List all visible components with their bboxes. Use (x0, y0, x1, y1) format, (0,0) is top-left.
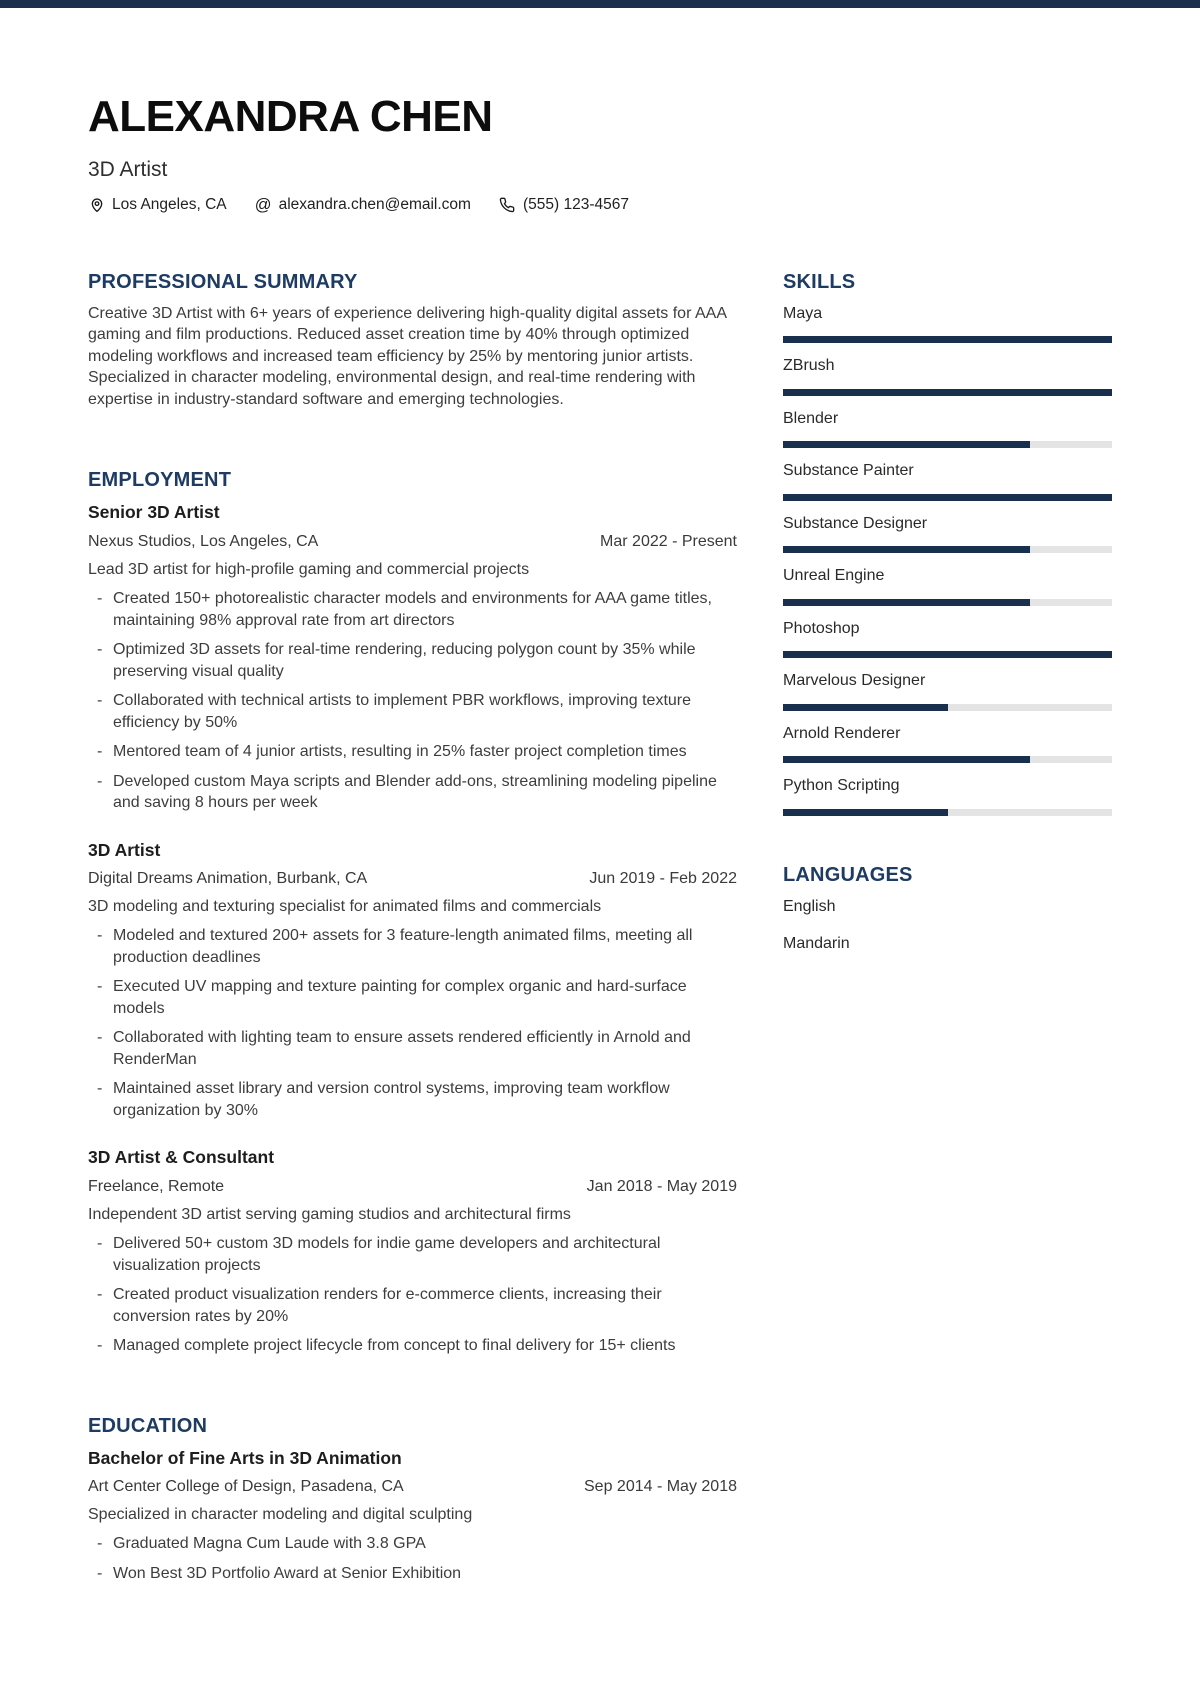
location-icon (88, 196, 105, 213)
skill-name: Python Scripting (783, 777, 900, 795)
education-bullet: - Graduated Magna Cum Laude with 3.8 GPA (88, 1533, 737, 1555)
skill-name: Photoshop (783, 619, 860, 637)
skill-bar-track (783, 599, 1112, 606)
skill-name: Unreal Engine (783, 567, 885, 585)
section-skills (783, 269, 1112, 816)
company-name: Nexus Studios, Los Angeles, CA (88, 533, 319, 551)
education-description: Specialized in character modeling and digital sculpting (88, 1505, 473, 1523)
company-row (88, 868, 737, 890)
skill-bar-fill (783, 599, 1030, 606)
skill-item (783, 355, 1112, 396)
main-column (88, 214, 737, 1593)
resume-header (88, 8, 1112, 214)
job-description: 3D modeling and texturing specialist for animated films and commercials (88, 897, 602, 915)
top-accent-bar (0, 0, 1200, 8)
education-entry (88, 1447, 737, 1585)
skill-bar-track (783, 441, 1112, 448)
name-heading: ALEXANDRA CHEN (88, 92, 493, 141)
company-name: Digital Dreams Animation, Burbank, CA (88, 870, 368, 888)
job-bullet: - Collaborated with technical artists to implement PBR workflows, improving texture efficiency by 50% (88, 690, 737, 733)
skill-name: Substance Painter (783, 462, 914, 480)
school-name: Art Center College of Design, Pasadena, CA (88, 1478, 404, 1496)
education-bullet: - Won Best 3D Portfolio Award at Senior Exhibition (88, 1563, 737, 1585)
job-bullet: - Developed custom Maya scripts and Blender add-ons, streamlining modeling pipeline and saving 8 hours per week (88, 771, 737, 814)
job-title: 3D Artist & Consultant (88, 1147, 275, 1168)
contact-item-phone (499, 196, 629, 214)
skill-bar-track (783, 389, 1112, 396)
job-bullet-list (88, 1233, 737, 1357)
education-heading: EDUCATION (88, 1414, 208, 1437)
section-languages (783, 862, 1112, 955)
skill-name: Blender (783, 409, 839, 427)
skill-bar-track (783, 546, 1112, 553)
job-bullet: - Created product visualization renders for e-commerce clients, increasing their conversion rates by 20% (88, 1284, 737, 1327)
skill-name: Maya (783, 304, 823, 322)
skill-item (783, 460, 1112, 501)
job-bullet-list (88, 925, 737, 1121)
skill-name: Substance Designer (783, 514, 928, 532)
job-dates: Mar 2022 - Present (600, 533, 737, 551)
summary-paragraph: Creative 3D Artist with 6+ years of experience delivering high-quality digital assets for AAA gaming and film productions. Reduced asset creation time by 40% through optimized modeling workflows and increased team efficiency by 25% by mentoring junior artists. Specialized in character modeling, environmental design, and real-time rendering with expertise in industry-standard software and emerging technologies. (88, 304, 727, 408)
skill-item (783, 408, 1112, 449)
job-title: Senior 3D Artist (88, 502, 220, 523)
skill-item (783, 303, 1112, 344)
skill-bar-fill (783, 389, 1112, 396)
skill-item (783, 723, 1112, 764)
sidebar-column (783, 214, 1112, 971)
job-dates: Jan 2018 - May 2019 (586, 1178, 737, 1196)
skill-item (783, 565, 1112, 606)
contact-email-text: alexandra.chen@email.com (278, 195, 471, 213)
language-item: Mandarin (783, 935, 850, 953)
job-bullet: - Modeled and textured 200+ assets for 3 feature-length animated films, meeting all production deadlines (88, 925, 737, 968)
job-entry (88, 839, 737, 1122)
degree-title: Bachelor of Fine Arts in 3D Animation (88, 1447, 402, 1468)
skill-bar-fill (783, 651, 1112, 658)
job-description: Independent 3D artist serving gaming studios and architectural firms (88, 1205, 571, 1223)
job-dates: Jun 2019 - Feb 2022 (589, 870, 737, 888)
job-entry (88, 501, 737, 813)
job-bullet: - Maintained asset library and version control systems, improving team workflow organization by 30% (88, 1078, 737, 1121)
job-bullet: - Executed UV mapping and texture painting for complex organic and hard-surface models (88, 976, 737, 1019)
skill-bar-fill (783, 441, 1030, 448)
job-bullet-list (88, 588, 737, 814)
section-professional-summary (88, 269, 737, 411)
job-bullet: - Optimized 3D assets for real-time rendering, reducing polygon count by 35% while preserving visual quality (88, 639, 737, 682)
language-item: English (783, 897, 836, 915)
skill-bar-fill (783, 704, 948, 711)
company-row (88, 531, 737, 553)
section-education (88, 1413, 737, 1585)
skill-bar-track (783, 336, 1112, 343)
skill-item (783, 775, 1112, 816)
contact-row (88, 196, 1112, 214)
contact-phone-text: (555) 123-4567 (522, 195, 629, 213)
skill-bar-track (783, 809, 1112, 816)
skill-bar-fill (783, 756, 1030, 763)
skill-bar-track (783, 704, 1112, 711)
languages-heading: LANGUAGES (783, 863, 913, 886)
company-name: Freelance, Remote (88, 1178, 225, 1196)
skill-name: Marvelous Designer (783, 672, 926, 690)
skill-bar-track (783, 756, 1112, 763)
skill-bar-fill (783, 546, 1030, 553)
skills-heading: SKILLS (783, 270, 856, 293)
education-dates: Sep 2014 - May 2018 (584, 1478, 737, 1496)
job-title: 3D Artist (88, 839, 161, 860)
section-employment (88, 467, 737, 1356)
job-bullet: - Delivered 50+ custom 3D models for indie game developers and architectural visualization projects (88, 1233, 737, 1276)
job-entry (88, 1146, 737, 1356)
header-job-title: 3D Artist (88, 157, 168, 181)
skill-bar-track (783, 494, 1112, 501)
two-column-layout (88, 214, 1112, 1593)
skill-bar-fill (783, 494, 1112, 501)
job-bullet: - Created 150+ photorealistic character models and environments for AAA game titles, maintaining 98% approval rate from art directors (88, 588, 737, 631)
contact-item-email (255, 196, 471, 214)
job-bullet: - Collaborated with lighting team to ensure assets rendered efficiently in Arnold and RenderMan (88, 1027, 737, 1070)
skill-bar-fill (783, 809, 948, 816)
phone-icon (499, 196, 516, 213)
skill-item (783, 513, 1112, 554)
email-icon (255, 196, 272, 213)
job-bullet: - Mentored team of 4 junior artists, resulting in 25% faster project completion times (88, 741, 737, 763)
company-row (88, 1176, 737, 1198)
employment-heading: EMPLOYMENT (88, 469, 232, 492)
skill-bar-fill (783, 336, 1112, 343)
job-bullet: - Managed complete project lifecycle from concept to final delivery for 15+ clients (88, 1335, 737, 1357)
contact-item-location (88, 196, 227, 214)
skill-bar-track (783, 651, 1112, 658)
education-bullet-list (88, 1533, 737, 1584)
skill-item (783, 670, 1112, 711)
job-description: Lead 3D artist for high-profile gaming and commercial projects (88, 560, 530, 578)
skill-item (783, 618, 1112, 659)
resume-content (0, 8, 1200, 1652)
school-row (88, 1476, 737, 1498)
skill-name: Arnold Renderer (783, 724, 901, 742)
summary-heading: PROFESSIONAL SUMMARY (88, 270, 358, 293)
contact-location-text: Los Angeles, CA (112, 195, 227, 213)
skill-name: ZBrush (783, 357, 835, 375)
